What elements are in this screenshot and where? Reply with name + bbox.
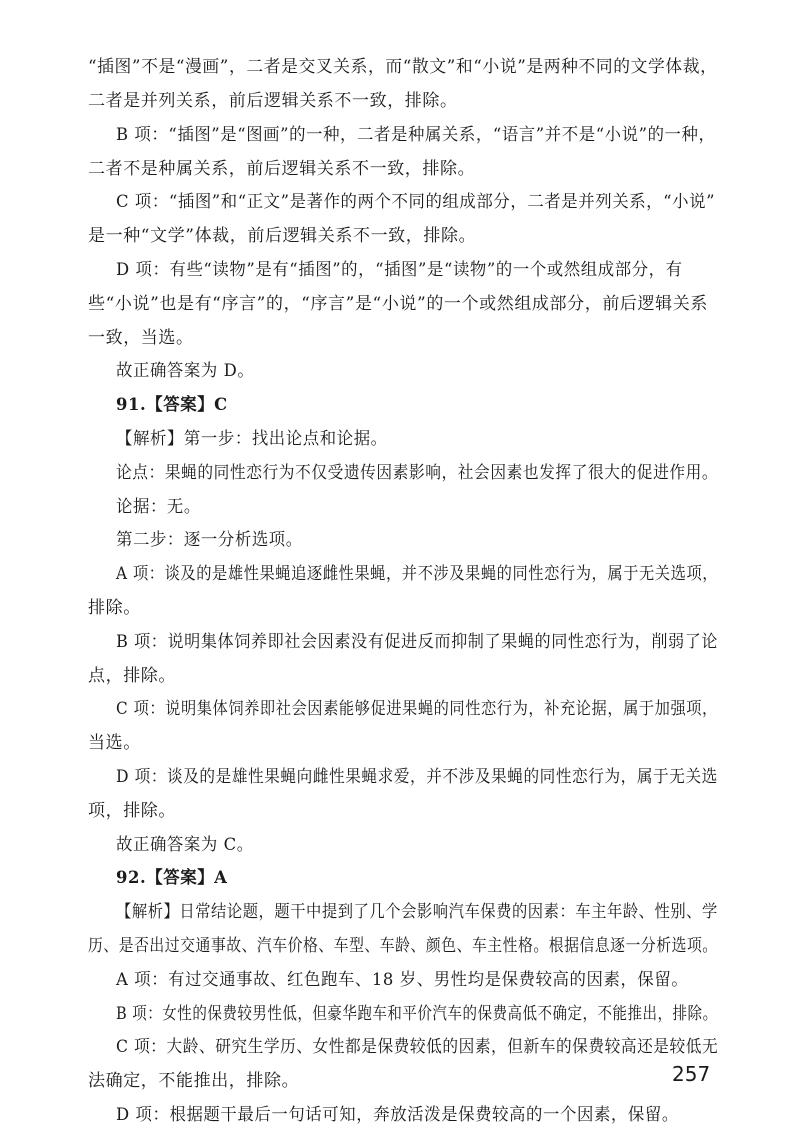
text-line: A 项：谈及的是雄性果蝇追逐雌性果蝇，并不涉及果蝇的同性恋行为，属于无关选项， <box>116 564 719 584</box>
text-line: 故正确答案为 D。 <box>116 361 255 381</box>
text-line: 项，排除。 <box>88 801 176 821</box>
text-line: 故正确答案为 C。 <box>116 835 254 855</box>
text-line: 历、是否出过交通事故、汽车价格、车型、车龄、颜色、车主性格。根据信息逐一分析选项。 <box>88 936 718 956</box>
text-line: 是一种“文学”体裁，前后逻辑关系不一致，排除。 <box>88 226 477 246</box>
text-line: 点，排除。 <box>88 666 176 686</box>
text-line: D 项：有些“读物”是有“插图”的，“插图”是“读物”的一个或然组成部分，有 <box>116 260 683 280</box>
text-line: B 项：“插图”是“图画”的一种，二者是种属关系，“语言”并不是“小说”的一种， <box>116 125 716 145</box>
text-line: C 项：说明集体饲养即社会因素能够促进果蝇的同性恋行为，补充论据，属于加强项， <box>116 699 718 719</box>
text-line: 论据：无。 <box>116 497 201 517</box>
text-line: C 项：大龄、研究生学历、女性都是保费较低的因素，但新车的保费较高还是较低无 <box>116 1037 719 1057</box>
text-line: A 项：有过交通事故、红色跑车、18 岁、男性均是保费较高的因素，保留。 <box>116 970 689 990</box>
text-line: B 项：女性的保费较男性低，但豪华跑车和平价汽车的保费高低不确定，不能推出，排除。 <box>116 1004 718 1024</box>
text-line: D 项：谈及的是雄性果蝇向雌性果蝇求爱，并不涉及果蝇的同性恋行为，属于无关选 <box>116 767 718 787</box>
page-number: 257 <box>672 1062 711 1086</box>
text-line: 二者是并列关系，前后逻辑关系不一致，排除。 <box>88 91 458 111</box>
text-line: 一致，当选。 <box>88 328 194 348</box>
text-line: 第二步：逐一分析选项。 <box>116 530 303 550</box>
text-line: 【解析】第一步：找出论点和论据。 <box>116 429 388 449</box>
answer-heading: 91.【答案】C <box>116 395 228 415</box>
text-line: D 项：根据题干最后一句话可知，奔放活泼是保费较高的一个因素，保留。 <box>116 1105 679 1125</box>
text-line: 论点：果蝇的同性恋行为不仅受遗传因素影响，社会因素也发挥了很大的促进作用。 <box>116 463 719 483</box>
text-line: C 项：“插图”和“正文”是著作的两个不同的组成部分，二者是并列关系，“小说” <box>116 192 716 212</box>
text-line: 当选。 <box>88 733 141 753</box>
text-line: 法确定，不能推出，排除。 <box>88 1071 300 1091</box>
text-line: 些“小说”也是有“序言”的，“序言”是“小说”的一个或然组成部分，前后逻辑关系 <box>88 294 708 314</box>
text-line: B 项：说明集体饲养即社会因素没有促进反而抑制了果蝇的同性恋行为，削弱了论 <box>116 632 719 652</box>
text-line: “插图”不是“漫画”，二者是交叉关系，而“散文”和“小说”是两种不同的文学体裁， <box>88 57 718 77</box>
text-line: 【解析】日常结论题，题干中提到了几个会影响汽车保费的因素：车主年龄、性别、学 <box>116 902 718 922</box>
text-line: 排除。 <box>88 598 141 618</box>
text-line: 二者不是种属关系，前后逻辑关系不一致，排除。 <box>88 159 476 179</box>
answer-heading: 92.【答案】A <box>116 868 228 888</box>
